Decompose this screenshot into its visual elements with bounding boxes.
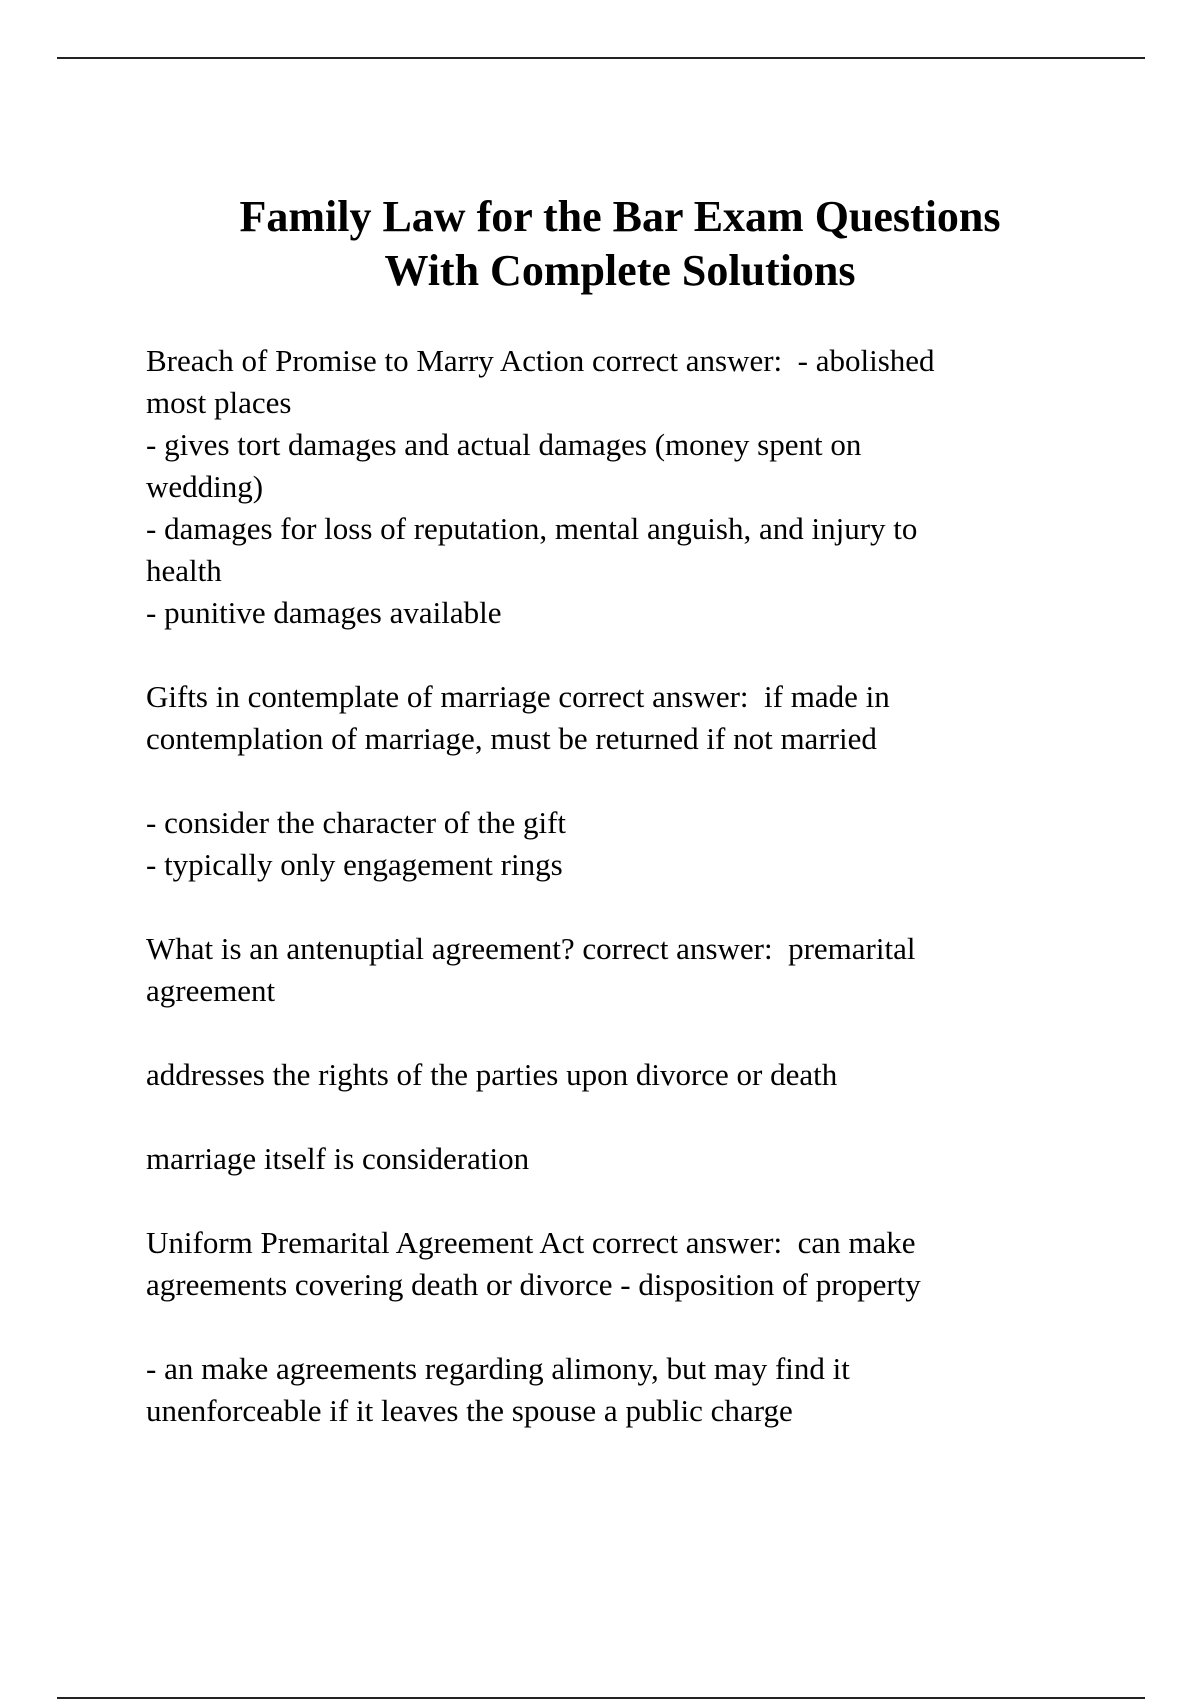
paragraph-gap (146, 760, 1086, 802)
text-line: agreements covering death or divorce - disposition of property (146, 1267, 921, 1302)
text-line: - typically only engagement rings (146, 847, 563, 882)
text-line: Breach of Promise to Marry Action correct answer: - abolished (146, 343, 935, 378)
entry-gifts-marriage (146, 676, 1086, 760)
text-line: - punitive damages available (146, 595, 502, 630)
text-line: agreement (146, 973, 276, 1008)
text-line: unenforceable if it leaves the spouse a public charge (146, 1393, 793, 1428)
entry-uniform-premarital (146, 1222, 1086, 1306)
entry-gift-notes (146, 802, 1086, 886)
text-line: wedding) (146, 469, 264, 504)
entry-antenuptial (146, 928, 1086, 1012)
entry-consideration (146, 1138, 1086, 1180)
text-line: - damages for loss of reputation, mental anguish, and injury to (146, 511, 918, 546)
page-title (0, 190, 1200, 298)
text-line: contemplation of marriage, must be returned if not married (146, 721, 877, 756)
text-line: - gives tort damages and actual damages (money spent on (146, 427, 862, 462)
text-line: addresses the rights of the parties upon divorce or death (146, 1057, 838, 1092)
paragraph-gap (146, 634, 1086, 676)
text-line: most places (146, 385, 292, 420)
document-body (146, 340, 1086, 1432)
entry-alimony (146, 1348, 1086, 1432)
paragraph-gap (146, 1096, 1086, 1138)
text-line: marriage itself is consideration (146, 1141, 530, 1176)
paragraph-gap (146, 1012, 1086, 1054)
text-line: - consider the character of the gift (146, 805, 567, 840)
text-line: - an make agreements regarding alimony, but may find it (146, 1351, 850, 1386)
text-line: Uniform Premarital Agreement Act correct answer: can make (146, 1225, 916, 1260)
bottom-rule (57, 1697, 1145, 1699)
top-rule (57, 57, 1145, 59)
title-line-2: With Complete Solutions (384, 246, 856, 295)
text-line: Gifts in contemplate of marriage correct answer: if made in (146, 679, 890, 714)
text-line: health (146, 553, 222, 588)
paragraph-gap (146, 1180, 1086, 1222)
paragraph-gap (146, 886, 1086, 928)
text-line: What is an antenuptial agreement? correct answer: premarital (146, 931, 916, 966)
paragraph-gap (146, 1306, 1086, 1348)
entry-breach-of-promise (146, 340, 1086, 634)
title-line-1: Family Law for the Bar Exam Questions (239, 192, 1001, 241)
entry-rights-upon-divorce (146, 1054, 1086, 1096)
